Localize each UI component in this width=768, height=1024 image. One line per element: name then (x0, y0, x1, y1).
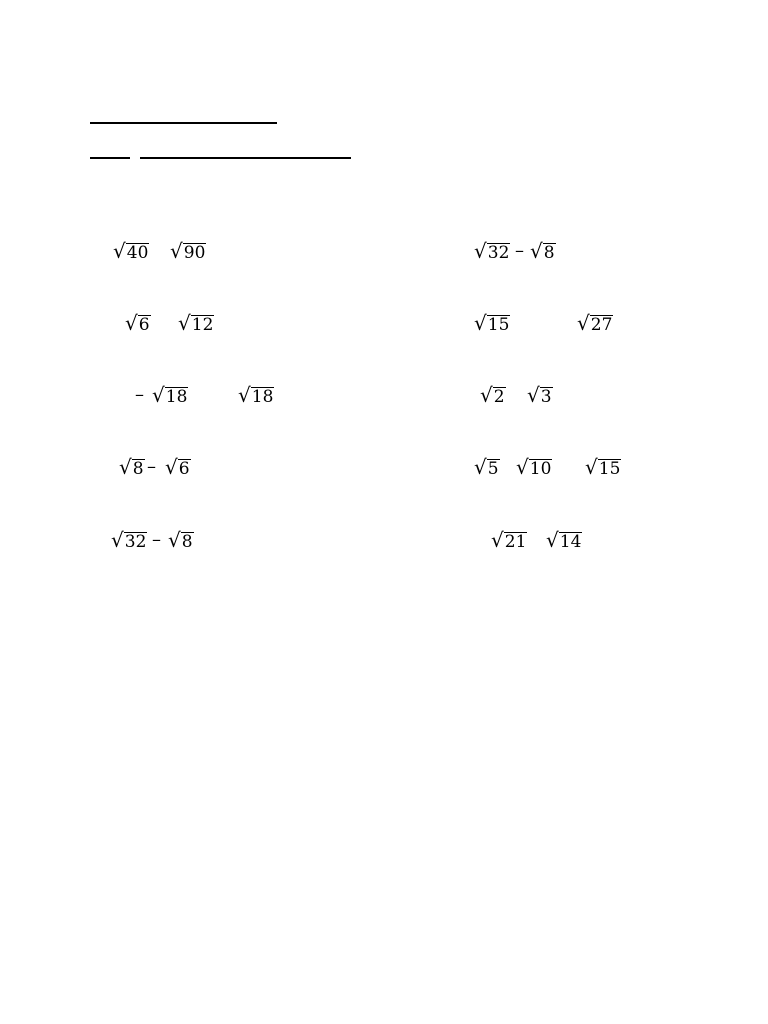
radicand: 3 (540, 387, 552, 407)
radical-sign: √ (516, 455, 529, 479)
radical (546, 529, 582, 551)
radical (111, 529, 147, 551)
radicand: 6 (178, 459, 190, 479)
radicand: 40 (126, 243, 149, 263)
radicand: 6 (138, 315, 150, 335)
name-blank-line (90, 122, 277, 124)
radicand: 18 (251, 387, 274, 407)
radicand: 5 (487, 459, 499, 479)
radicand: 8 (181, 532, 193, 552)
radicand: 27 (590, 315, 613, 335)
radical-sign: √ (165, 455, 178, 479)
period-blank-line (90, 157, 130, 159)
radicand: 8 (132, 459, 144, 479)
radical-sign: √ (474, 311, 487, 335)
radicand: 21 (504, 532, 527, 552)
radical (474, 456, 500, 478)
operator: – (147, 456, 156, 477)
radical-sign: √ (474, 239, 487, 263)
radical (530, 240, 556, 262)
radical (165, 456, 191, 478)
radical (152, 384, 188, 406)
radicand: 14 (559, 532, 582, 552)
radical-sign: √ (125, 311, 138, 335)
radical-sign: √ (111, 528, 124, 552)
radical (474, 240, 510, 262)
radical-sign: √ (585, 455, 598, 479)
radicand: 32 (487, 243, 510, 263)
radical (178, 312, 214, 334)
radicand: 8 (543, 243, 555, 263)
radical (125, 312, 151, 334)
radical-sign: √ (474, 455, 487, 479)
radical-sign: √ (527, 383, 540, 407)
operator: – (152, 529, 161, 550)
radical-sign: √ (530, 239, 543, 263)
radicand: 32 (124, 532, 147, 552)
radical (238, 384, 274, 406)
radicand: 15 (598, 459, 621, 479)
radicand: 10 (529, 459, 552, 479)
radical-sign: √ (480, 383, 493, 407)
operator: – (515, 240, 524, 261)
radicand: 2 (493, 387, 505, 407)
radical (585, 456, 621, 478)
radicand: 18 (165, 387, 188, 407)
radical-sign: √ (178, 311, 191, 335)
operator: – (135, 384, 144, 405)
date-blank-line (140, 157, 351, 159)
radical-sign: √ (238, 383, 251, 407)
radical (516, 456, 552, 478)
radical-sign: √ (491, 528, 504, 552)
radical-sign: √ (152, 383, 165, 407)
radical (491, 529, 527, 551)
radical-sign: √ (577, 311, 590, 335)
radicand: 15 (487, 315, 510, 335)
radical (474, 312, 510, 334)
radical-sign: √ (546, 528, 559, 552)
radical (577, 312, 613, 334)
radical (113, 240, 149, 262)
radical (480, 384, 506, 406)
radical (119, 456, 145, 478)
radicand: 90 (183, 243, 206, 263)
radical (168, 529, 194, 551)
radical-sign: √ (170, 239, 183, 263)
radical-sign: √ (119, 455, 132, 479)
radical-sign: √ (113, 239, 126, 263)
radicand: 12 (191, 315, 214, 335)
radical (527, 384, 553, 406)
radical-sign: √ (168, 528, 181, 552)
radical (170, 240, 206, 262)
